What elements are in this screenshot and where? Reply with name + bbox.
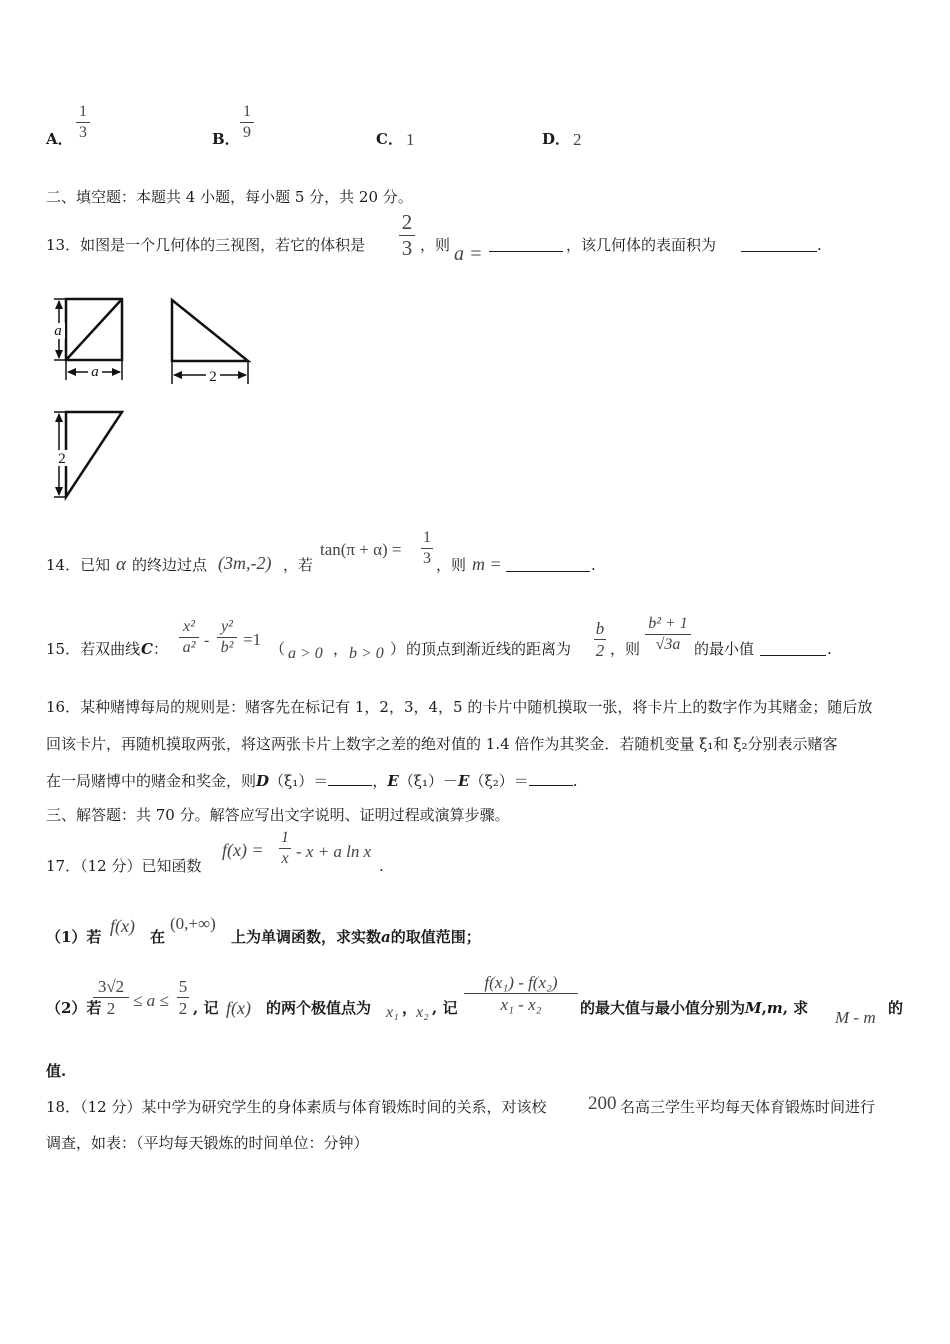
- q17-p2-comma2: , 求: [782, 999, 809, 1017]
- q13-volume-fraction: [399, 212, 415, 259]
- q16-line3-f: .: [572, 772, 578, 790]
- q15-e-den: √3a: [655, 636, 681, 653]
- q17-num: 1: [281, 829, 289, 846]
- front-height-label: a: [54, 323, 62, 339]
- q14-mid3: ，则: [436, 556, 467, 574]
- q14-frac-den: 3: [423, 550, 431, 567]
- q17-p2-c: 的两个极值点为: [266, 999, 372, 1017]
- q17-p2-g: 值.: [46, 1062, 67, 1080]
- q17-p2-lnum: 3√2: [97, 977, 125, 996]
- q16-E2: E: [458, 772, 470, 790]
- q14-tan-expr: tan(π + α) =: [320, 540, 402, 559]
- q16-E1: E: [387, 772, 399, 790]
- q17-fx: f(x) =: [222, 840, 264, 860]
- q16-D: D: [256, 772, 270, 790]
- q17-p2-comma1: ,: [761, 999, 767, 1017]
- side-view: [172, 300, 248, 385]
- choice-d-value: 2: [573, 130, 582, 149]
- q15-expr-frac: [645, 616, 691, 653]
- q17-p2-m: m: [766, 999, 783, 1017]
- q14-mid: 的终边过点: [132, 556, 208, 574]
- q13-mid2: ，该几何体的表面积为: [566, 236, 717, 254]
- q15-mid: 的顶点到渐近线的距离为: [406, 640, 572, 658]
- choice-b-den: 9: [243, 124, 251, 141]
- q17-end: .: [379, 857, 384, 875]
- q18-line1-a: 18．（12 分）某中学为研究学生的身体素质与体育锻炼时间的关系，对该校: [46, 1098, 547, 1116]
- q17-p2-rnum: 5: [178, 977, 188, 996]
- q17-p2-rden: 2: [178, 999, 188, 1018]
- q16-blank-D[interactable]: [328, 771, 372, 786]
- q17-p1-a: （1）若: [46, 928, 102, 946]
- q16-blank-E[interactable]: [529, 771, 573, 786]
- q17-p2-d: , 记: [432, 999, 458, 1017]
- q15-cond2: b > 0: [349, 645, 384, 662]
- q15-cond-sep: ，: [333, 640, 349, 658]
- choice-a-den: 3: [79, 124, 87, 141]
- q15-y-num: y²: [221, 618, 233, 635]
- section-2-heading: 二、填空题：本题共 4 小题，每小题 5 分，共 20 分。: [46, 188, 413, 206]
- q17-p1-d: 的取值范围；: [390, 928, 481, 946]
- q13-var: a =: [454, 243, 483, 265]
- q17-p2-fx: f(x): [226, 998, 251, 1018]
- front-width-label: a: [91, 364, 99, 380]
- q15-prefix: 15．若双曲线: [46, 640, 141, 658]
- q16-line2: 回该卡片，再随机摸取两张，将这两张卡片上数字之差的绝对值的 1.4 倍作为其奖金．若随机变量 ξ₁和 ξ₂分别表示赌客: [46, 735, 838, 753]
- q17-p2-e: 的最大值与最小值分别为: [580, 999, 746, 1017]
- choice-b-label: B．: [212, 130, 240, 148]
- q14-var: m =: [472, 554, 502, 574]
- choice-a-num: 1: [79, 103, 87, 120]
- q15-minus: -: [204, 632, 210, 649]
- choice-c-label: C．: [376, 130, 403, 148]
- q16-line3-b: （ξ₁）＝: [269, 772, 329, 790]
- q13-prefix: 13．如图是一个几何体的三视图，若它的体积是: [46, 236, 366, 254]
- q14-alpha: α: [116, 554, 126, 575]
- q14-frac-num: 1: [423, 529, 431, 546]
- choice-d-label: D．: [542, 130, 571, 148]
- q17-p2-Mm: M - m: [835, 1008, 876, 1027]
- q13-blank-area[interactable]: [741, 237, 817, 252]
- q17-p2-sep: ，: [402, 999, 418, 1017]
- q17-p1-c: 上为单调函数，求实数: [231, 928, 382, 946]
- q17-rest: - x + a ln x: [296, 842, 372, 861]
- q17-p2-rfrac: [177, 978, 189, 1017]
- q15-y-den: b²: [220, 639, 234, 656]
- q17-p2-lden: 2: [106, 999, 116, 1018]
- q15-end: 的最小值: [694, 640, 755, 658]
- q14-blank-m[interactable]: [506, 557, 590, 572]
- q18-line1-num: 200: [588, 1093, 617, 1114]
- top-height-label: 2: [58, 451, 66, 467]
- q17-p2-fnum: f(x₁) - f(x₂): [484, 973, 558, 992]
- q15-e-num: b² + 1: [648, 615, 688, 632]
- q17-p2-ffrac: [464, 974, 578, 1013]
- q17-p2-b: , 记: [193, 999, 219, 1017]
- q15-colon: ：: [153, 640, 169, 658]
- q14-fraction: [421, 530, 433, 567]
- q17-p2-x2: x₂: [416, 1004, 429, 1021]
- q17-p1-int: (0,+∞): [170, 914, 216, 933]
- q16-line3: [46, 771, 578, 791]
- choice-b-fraction: [240, 104, 254, 141]
- top-view: [54, 412, 122, 497]
- q13-blank-a[interactable]: [489, 237, 563, 252]
- q15-x-den: a²: [182, 639, 196, 656]
- q15-cond-close: ）: [390, 640, 406, 658]
- q17-p1-rest: [231, 927, 481, 947]
- choice-a-fraction: [76, 104, 90, 141]
- q16-line3-d: （ξ₁）－: [398, 772, 459, 790]
- q17-p1-var: a: [381, 928, 391, 946]
- q17-p2-rest: [580, 998, 808, 1018]
- q13-mid1: ，则: [420, 236, 451, 254]
- choice-b-num: 1: [243, 103, 251, 120]
- q14-point: (3m,-2): [218, 553, 272, 573]
- q15-x-num: x²: [183, 618, 195, 635]
- q18-line2: 调查，如表：（平均每天锻炼的时间单位：分钟）: [46, 1134, 369, 1152]
- q15-y-frac: [217, 619, 237, 656]
- q17-part1: [46, 927, 101, 947]
- q15-mid2: ，则: [610, 640, 641, 658]
- q15-eq: =1: [243, 630, 262, 649]
- section-3-heading: 三、解答题：共 70 分。解答应写出文字说明、证明过程或演算步骤。: [46, 806, 510, 824]
- q17-p2-x1: x₁: [386, 1004, 399, 1021]
- q16-line3-e: （ξ₂）＝: [469, 772, 529, 790]
- choice-c-value: 1: [406, 130, 415, 149]
- q17-p2-lfrac: [93, 978, 129, 1017]
- q16-line3-a: 在一局赌博中的赌金和奖金，则: [46, 772, 257, 790]
- q16-line3-c: ，: [372, 772, 388, 790]
- q17-p2-f: 的: [888, 999, 904, 1017]
- q17-prefix: 17．（12 分）已知函数: [46, 857, 202, 875]
- q13-end: .: [817, 236, 822, 254]
- q17-p1-b: 在: [150, 928, 166, 946]
- q17-p2-fden: x₁ - x₂: [500, 995, 542, 1014]
- q17-p1-fx: f(x): [110, 916, 135, 936]
- q17-p2-a: （2）若: [46, 999, 102, 1017]
- q17-p2-M: M: [745, 999, 762, 1017]
- q13-vol-den: 3: [401, 236, 413, 260]
- side-width-label: 2: [209, 369, 217, 385]
- q13-vol-num: 2: [401, 210, 413, 234]
- q15-cond1: a > 0: [288, 645, 323, 662]
- q15-x-frac: [179, 619, 199, 656]
- q15-end2: .: [827, 640, 832, 658]
- q14-prefix: 14．已知: [46, 556, 111, 574]
- choice-a-label: A．: [46, 130, 73, 148]
- q15-d-num: b: [595, 619, 605, 638]
- three-view-figure: [46, 292, 256, 504]
- q14-mid2: ，若: [283, 556, 314, 574]
- q18-line1-b: 名高三学生平均每天体育锻炼时间进行: [620, 1098, 876, 1116]
- q16-line1: 16．某种赌博每局的规则是：赌客先在标记有 1，2，3，4，5 的卡片中随机摸取一张，将卡片上的数字作为其赌金；随后放: [46, 698, 873, 716]
- q14-end: .: [591, 556, 596, 574]
- front-view: [51, 299, 122, 380]
- q17-p2-ineq: ≤ a ≤: [133, 991, 169, 1010]
- q15-c-label: C: [141, 640, 153, 658]
- q15-d-den: 2: [595, 641, 605, 660]
- q17-den: x: [281, 850, 289, 867]
- q15-cond-open: （: [270, 640, 286, 658]
- q15-blank-min[interactable]: [760, 641, 826, 656]
- q15-distance-frac: [594, 620, 606, 659]
- q17-frac: [279, 830, 291, 867]
